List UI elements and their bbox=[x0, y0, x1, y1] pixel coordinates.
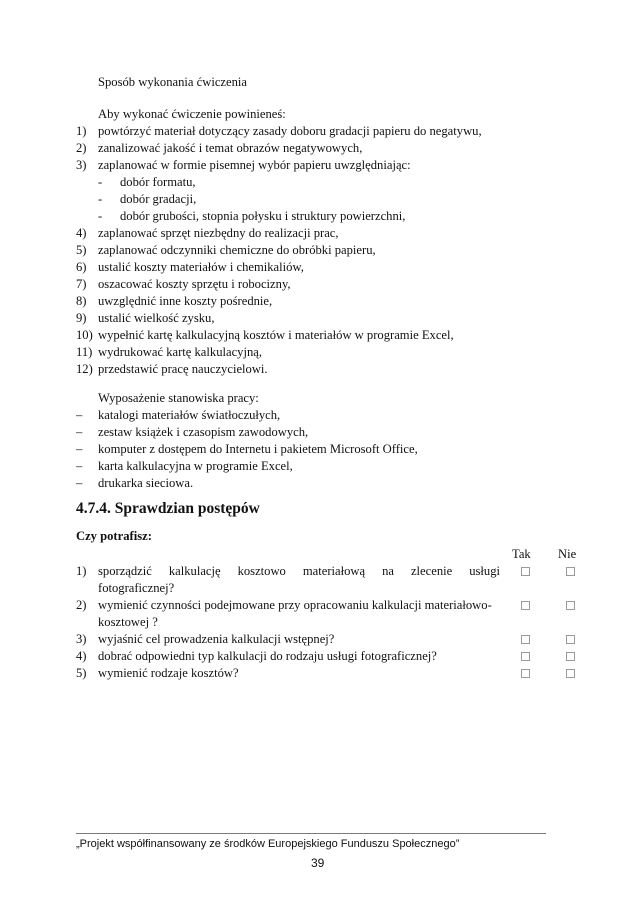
step-number: 8) bbox=[76, 294, 87, 308]
equipment-dash: – bbox=[76, 442, 83, 456]
substep-dash: - bbox=[98, 209, 103, 223]
equipment-dash: – bbox=[76, 476, 83, 490]
step-number: 3) bbox=[76, 158, 87, 172]
checkbox-no[interactable] bbox=[566, 669, 575, 678]
checklist-subtitle: Czy potrafisz: bbox=[76, 529, 152, 543]
column-no-header: Nie bbox=[558, 547, 577, 561]
step-text: zaplanować w formie pisemnej wybór papieru uwzględniając: bbox=[98, 158, 411, 172]
step-number: 5) bbox=[76, 243, 87, 257]
question-number: 2) bbox=[76, 598, 87, 612]
question-text: dobrać odpowiedni typ kalkulacji do rodzaju usługi fotograficznej? bbox=[98, 649, 437, 663]
step-text: wypełnić kartę kalkulacyjną kosztów i materiałów w programie Excel, bbox=[98, 328, 454, 342]
step-text: uwzględnić inne koszty pośrednie, bbox=[98, 294, 273, 308]
question-text bbox=[98, 563, 500, 579]
step-text: zaplanować sprzęt niezbędny do realizacji prac, bbox=[98, 226, 339, 240]
column-yes-header: Tak bbox=[512, 547, 531, 561]
question-line: sporządzić kalkulację kosztowo materiałową na zlecenie usługi bbox=[98, 564, 500, 578]
equipment-item: katalogi materiałów światłoczułych, bbox=[98, 408, 281, 422]
question-text: wyjaśnić cel prowadzenia kalkulacji wstępnej? bbox=[98, 632, 335, 646]
step-number: 7) bbox=[76, 277, 87, 291]
checkbox-yes[interactable] bbox=[521, 601, 530, 610]
step-number: 9) bbox=[76, 311, 87, 325]
checkbox-yes[interactable] bbox=[521, 652, 530, 661]
question-number: 3) bbox=[76, 632, 87, 646]
step-text: wydrukować kartę kalkulacyjną, bbox=[98, 345, 263, 359]
equipment-item: drukarka sieciowa. bbox=[98, 476, 194, 490]
checkbox-yes[interactable] bbox=[521, 635, 530, 644]
checkbox-no[interactable] bbox=[566, 567, 575, 576]
step-number: 12) bbox=[76, 362, 93, 376]
step-text: przedstawić pracę nauczycielowi. bbox=[98, 362, 268, 376]
checklist-title: 4.7.4. Sprawdzian postępów bbox=[76, 500, 260, 517]
checkbox-yes[interactable] bbox=[521, 669, 530, 678]
step-number: 2) bbox=[76, 141, 87, 155]
footer-divider bbox=[76, 833, 546, 834]
checkbox-yes[interactable] bbox=[521, 567, 530, 576]
step-text: zanalizować jakość i temat obrazów negatywowych, bbox=[98, 141, 363, 155]
question-number: 5) bbox=[76, 666, 87, 680]
step-number: 11) bbox=[76, 345, 93, 359]
substep-text: dobór grubości, stopnia połysku i struktury powierzchni, bbox=[120, 209, 406, 223]
footer-text: „Projekt współfinansowany ze środków Europejskiego Funduszu Społecznego” bbox=[76, 838, 460, 850]
checkbox-no[interactable] bbox=[566, 652, 575, 661]
step-number: 10) bbox=[76, 328, 93, 342]
checkbox-no[interactable] bbox=[566, 601, 575, 610]
question-number: 1) bbox=[76, 564, 87, 578]
question-text-continued: fotograficznej? bbox=[98, 581, 175, 595]
equipment-dash: – bbox=[76, 425, 83, 439]
step-text: ustalić koszty materiałów i chemikaliów, bbox=[98, 260, 304, 274]
step-number: 6) bbox=[76, 260, 87, 274]
section-lead: Aby wykonać ćwiczenie powinieneś: bbox=[98, 107, 286, 121]
page-number: 39 bbox=[311, 856, 325, 870]
substep-dash: - bbox=[98, 175, 103, 189]
step-text: oszacować koszty sprzętu i robocizny, bbox=[98, 277, 291, 291]
substep-text: dobór formatu, bbox=[120, 175, 196, 189]
question-number: 4) bbox=[76, 649, 87, 663]
equipment-item: komputer z dostępem do Internetu i pakietem Microsoft Office, bbox=[98, 442, 418, 456]
section-heading: Sposób wykonania ćwiczenia bbox=[98, 75, 247, 89]
question-text-continued: kosztowej ? bbox=[98, 615, 158, 629]
equipment-heading: Wyposażenie stanowiska pracy: bbox=[98, 391, 259, 405]
step-text: powtórzyć materiał dotyczący zasady doboru gradacji papieru do negatywu, bbox=[98, 124, 482, 138]
question-text: wymienić czynności podejmowane przy opracowaniu kalkulacji materiałowo- bbox=[98, 598, 492, 612]
step-number: 4) bbox=[76, 226, 87, 240]
equipment-item: karta kalkulacyjna w programie Excel, bbox=[98, 459, 293, 473]
equipment-item: zestaw książek i czasopism zawodowych, bbox=[98, 425, 309, 439]
equipment-dash: – bbox=[76, 459, 83, 473]
step-number: 1) bbox=[76, 124, 87, 138]
substep-dash: - bbox=[98, 192, 103, 206]
step-text: zaplanować odczynniki chemiczne do obróbki papieru, bbox=[98, 243, 376, 257]
checkbox-no[interactable] bbox=[566, 635, 575, 644]
equipment-dash: – bbox=[76, 408, 83, 422]
question-text: wymienić rodzaje kosztów? bbox=[98, 666, 239, 680]
step-text: ustalić wielkość zysku, bbox=[98, 311, 215, 325]
substep-text: dobór gradacji, bbox=[120, 192, 197, 206]
